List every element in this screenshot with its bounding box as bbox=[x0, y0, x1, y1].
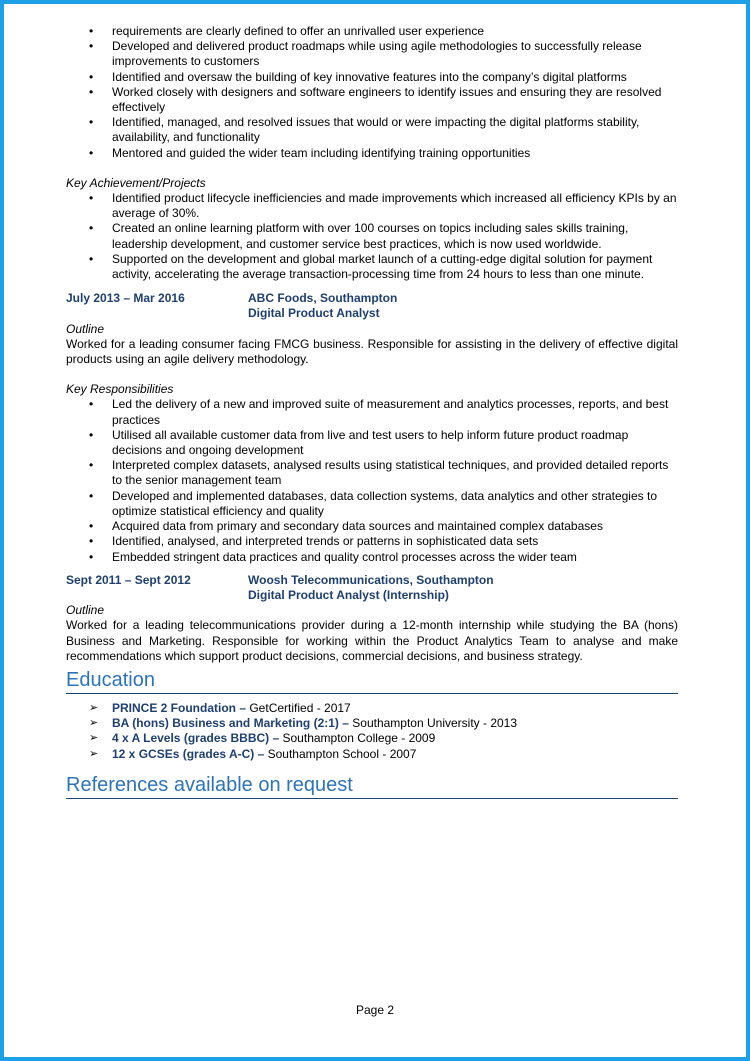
job-header bbox=[66, 573, 678, 603]
list-item-text: Identified and oversaw the building of key innovative features into the company’s digital platforms bbox=[112, 69, 627, 84]
list-item bbox=[66, 221, 678, 251]
job-title: Digital Product Analyst (Internship) bbox=[248, 587, 449, 602]
list-item-text: Developed and delivered product roadmaps while using agile methodologies to successfully release improvements to customers bbox=[112, 39, 642, 69]
education-item bbox=[66, 716, 678, 731]
responsibilities-label: Key Responsibilities bbox=[66, 382, 174, 397]
list-item-text: Mentored and guided the wider team including identifying training opportunities bbox=[112, 145, 531, 160]
list-item bbox=[66, 489, 678, 519]
list-item bbox=[66, 146, 678, 161]
qualification: PRINCE 2 Foundation – bbox=[112, 700, 247, 715]
list-item-text: Developed and implemented databases, data collection systems, data analytics and other strategies to optimize statistical efficiency and quality bbox=[112, 488, 657, 518]
outline-label: Outline bbox=[66, 603, 105, 618]
qualification-detail: Southampton School - 2007 bbox=[264, 746, 417, 761]
qualification: 4 x A Levels (grades BBBC) – bbox=[112, 731, 280, 746]
list-item-text: Acquired data from primary and secondary data sources and maintained complex databases bbox=[112, 519, 603, 534]
list-item bbox=[66, 70, 678, 85]
list-item bbox=[66, 191, 678, 221]
list-item-text: Identified, managed, and resolved issues that would or were impacting the digital platforms stability, availability, and functionality bbox=[112, 115, 640, 145]
list-item-text: Interpreted complex datasets, analysed results using statistical techniques, and provided detailed reports to the senior management team bbox=[112, 458, 669, 488]
qualification-detail: GetCertified - 2017 bbox=[246, 700, 351, 715]
list-item-text: Identified, analysed, and interpreted trends or patterns in sophisticated data sets bbox=[112, 534, 539, 549]
job-company: Woosh Telecommunications, Southampton bbox=[248, 572, 494, 587]
qualification: 12 x GCSEs (grades A-C) – bbox=[112, 746, 265, 761]
responsibilities-continued-list bbox=[66, 24, 678, 161]
resume-page-2 bbox=[66, 24, 678, 799]
list-item bbox=[66, 85, 678, 115]
list-item bbox=[66, 115, 678, 145]
list-item-text: Led the delivery of a new and improved suite of measurement and analytics processes, reports, and best practices bbox=[112, 397, 669, 427]
education-item bbox=[66, 731, 678, 746]
qualification-detail: Southampton College - 2009 bbox=[279, 731, 436, 746]
job-title: Digital Product Analyst bbox=[248, 306, 380, 321]
qualification-detail: Southampton University - 2013 bbox=[348, 716, 518, 731]
achievements-list bbox=[66, 191, 678, 282]
outline-label: Outline bbox=[66, 321, 105, 336]
list-item bbox=[66, 24, 678, 39]
job-company: ABC Foods, Southampton bbox=[248, 291, 398, 306]
job-dates: Sept 2011 – Sept 2012 bbox=[66, 572, 191, 587]
qualification: BA (hons) Business and Marketing (2:1) – bbox=[112, 716, 349, 731]
achievements-label: Key Achievement/Projects bbox=[66, 175, 206, 190]
job-outline: Worked for a leading telecommunications provider during a 12-month internship while studying the BA (hons) Business and Marketing. Responsible for working within the Product Analytics Team to analyse and make recommendations which support product decisions, commercial decisions, and business strategy. bbox=[66, 618, 678, 663]
education-item bbox=[66, 701, 678, 716]
list-item bbox=[66, 397, 678, 427]
list-item-text: Identified product lifecycle inefficiencies and made improvements which increased all efficiency KPIs by an average of 30%. bbox=[112, 191, 677, 221]
list-item-text: Utilised all available customer data from live and test users to help inform future product roadmap decisions and ongoing development bbox=[112, 427, 629, 458]
list-item bbox=[66, 428, 678, 458]
list-item bbox=[66, 519, 678, 534]
education-list bbox=[66, 701, 678, 762]
page-number: Page 2 bbox=[355, 1003, 395, 1017]
education-item bbox=[66, 747, 678, 762]
list-item-text: Supported on the development and global market launch of a cutting-edge digital solution for payment activity, accelerating the average transaction-processing time from 24 hours to less than one minute. bbox=[112, 251, 653, 282]
job-dates: July 2013 – Mar 2016 bbox=[66, 291, 185, 306]
job-outline: Worked for a leading consumer facing FMCG business. Responsible for assisting in the delivery of effective digital products using an agile delivery methodology. bbox=[66, 336, 678, 367]
list-item-text: Embedded stringent data practices and quality control processes across the wider team bbox=[112, 549, 577, 564]
responsibilities-list bbox=[66, 397, 678, 564]
list-item bbox=[66, 534, 678, 549]
list-item bbox=[66, 550, 678, 565]
education-heading: Education bbox=[66, 668, 678, 694]
references-heading: References available on request bbox=[66, 773, 678, 799]
list-item bbox=[66, 39, 678, 69]
list-item-text: Worked closely with designers and software engineers to identify issues and ensuring they are resolved effectively bbox=[112, 84, 662, 115]
job-header bbox=[66, 291, 678, 321]
list-item bbox=[66, 458, 678, 488]
list-item-text: Created an online learning platform with over 100 courses on topics including sales skills training, leadership development, and customer service best practices, which is now used worldwide. bbox=[112, 221, 629, 251]
list-item-text: requirements are clearly defined to offer an unrivalled user experience bbox=[112, 24, 484, 38]
list-item bbox=[66, 252, 678, 282]
